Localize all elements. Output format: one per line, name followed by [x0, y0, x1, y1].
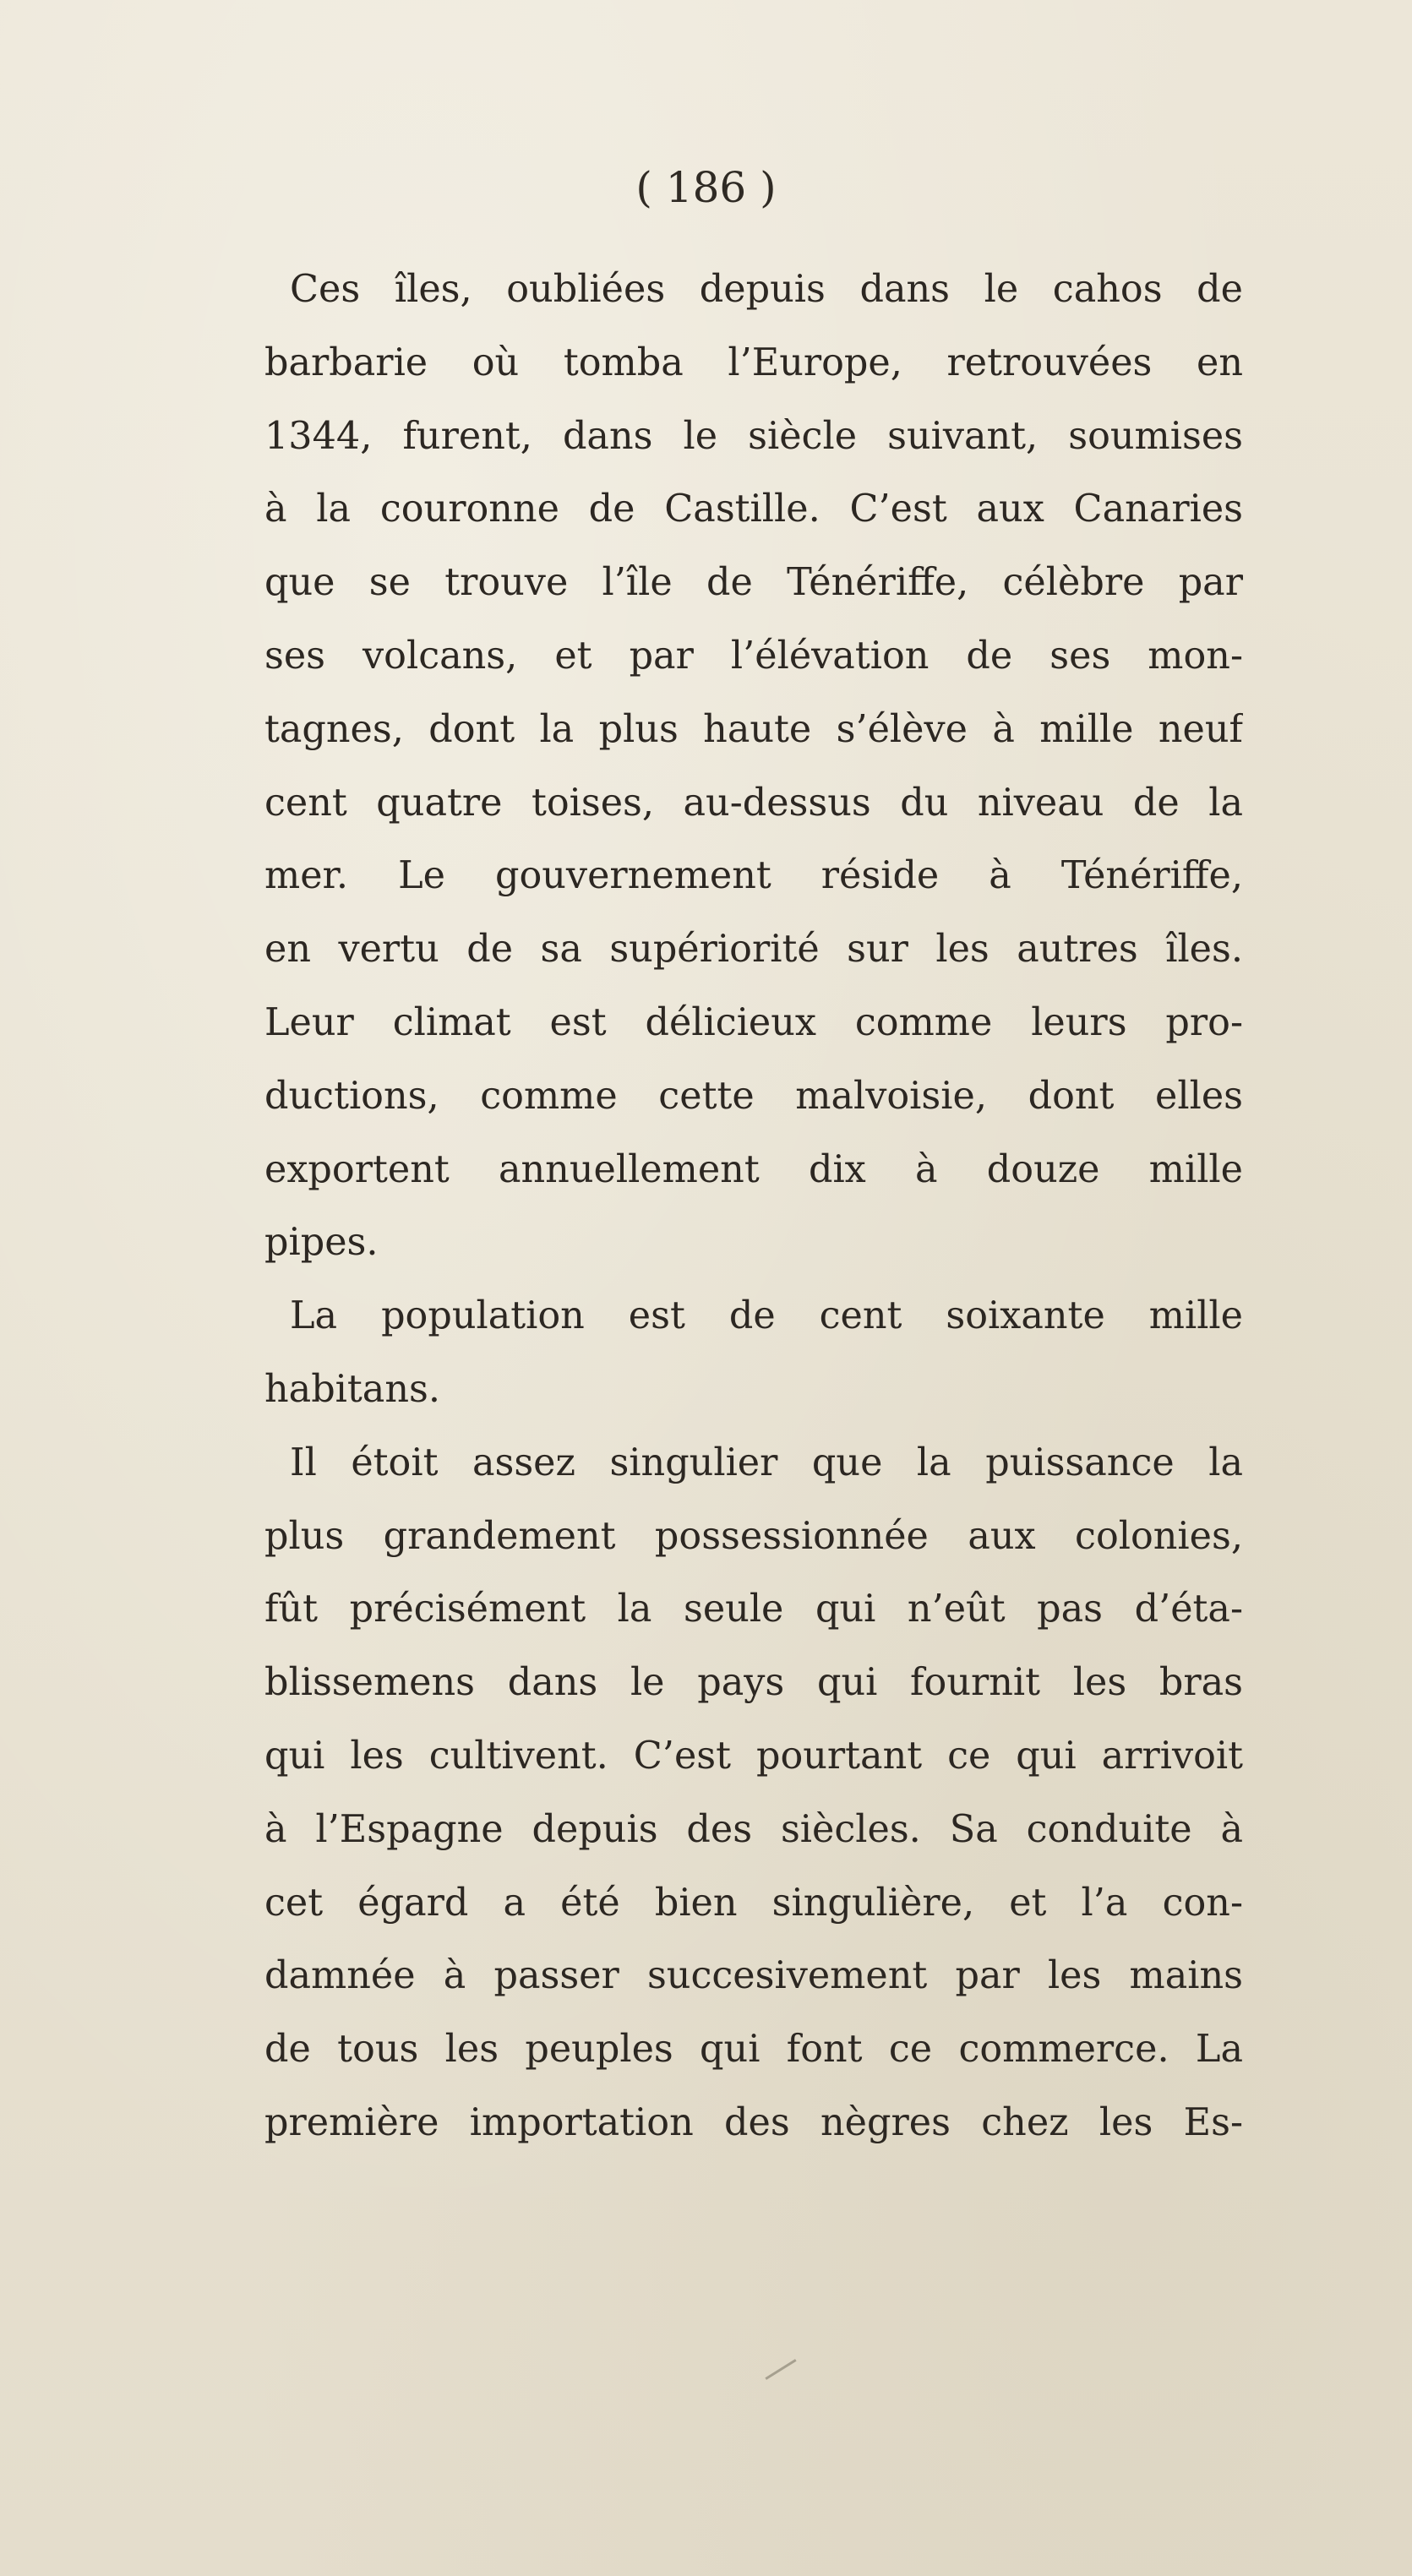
text-line: de tous les peuples qui font ce commerce. La [264, 2028, 1243, 2072]
text-line: plus grandement possessionnée aux colonies, [264, 1514, 1243, 1558]
text-line: La population est de cent soixante mille [290, 1294, 1243, 1338]
text-line: barbarie où tomba l’Europe, retrouvées en [264, 340, 1243, 384]
page-number: ( 186 ) [635, 163, 777, 212]
text-line: Il étoit assez singulier que la puissance la [290, 1440, 1243, 1484]
text-line: damnée à passer succesivement par les mains [264, 1954, 1243, 1998]
text-line: Ces îles, oubliées depuis dans le cahos de [290, 268, 1243, 311]
pencil-mark [765, 2359, 796, 2380]
text-line: fût précisément la seule qui n’eût pas d’éta- [264, 1588, 1243, 1631]
text-line: mer. Le gouvernement réside à Ténériffe, [264, 854, 1243, 898]
text-line: blissemens dans le pays qui fournit les bras [264, 1661, 1243, 1705]
text-line: première importation des nègres chez les Es- [264, 2100, 1243, 2144]
text-line: à l’Espagne depuis des siècles. Sa conduite à [264, 1807, 1243, 1851]
body-text [264, 253, 1243, 2160]
text-line: cet égard a été bien singulière, et l’a con- [264, 1881, 1243, 1925]
text-line: à la couronne de Castille. C’est aux Canaries [264, 487, 1243, 531]
text-line: exportent annuellement dix à douze mille [264, 1147, 1243, 1191]
text-line: 1344, furent, dans le siècle suivant, soumises [264, 414, 1243, 458]
text-line: tagnes, dont la plus haute s’élève à mille neuf [264, 707, 1243, 751]
text-line: cent quatre toises, au-dessus du niveau de la [264, 781, 1243, 825]
text-line: Leur climat est délicieux comme leurs pro- [264, 1000, 1243, 1044]
text-line: ductions, comme cette malvoisie, dont elles [264, 1074, 1243, 1118]
text-line: en vertu de sa supériorité sur les autres îles. [264, 928, 1243, 972]
text-line: habitans. [264, 1367, 440, 1411]
text-line: ses volcans, et par l’élévation de ses mon- [264, 634, 1243, 678]
text-line: qui les cultivent. C’est pourtant ce qui arrivoit [264, 1734, 1243, 1778]
text-line: que se trouve l’île de Ténériffe, célèbre par [264, 561, 1243, 605]
text-line: pipes. [264, 1221, 379, 1265]
